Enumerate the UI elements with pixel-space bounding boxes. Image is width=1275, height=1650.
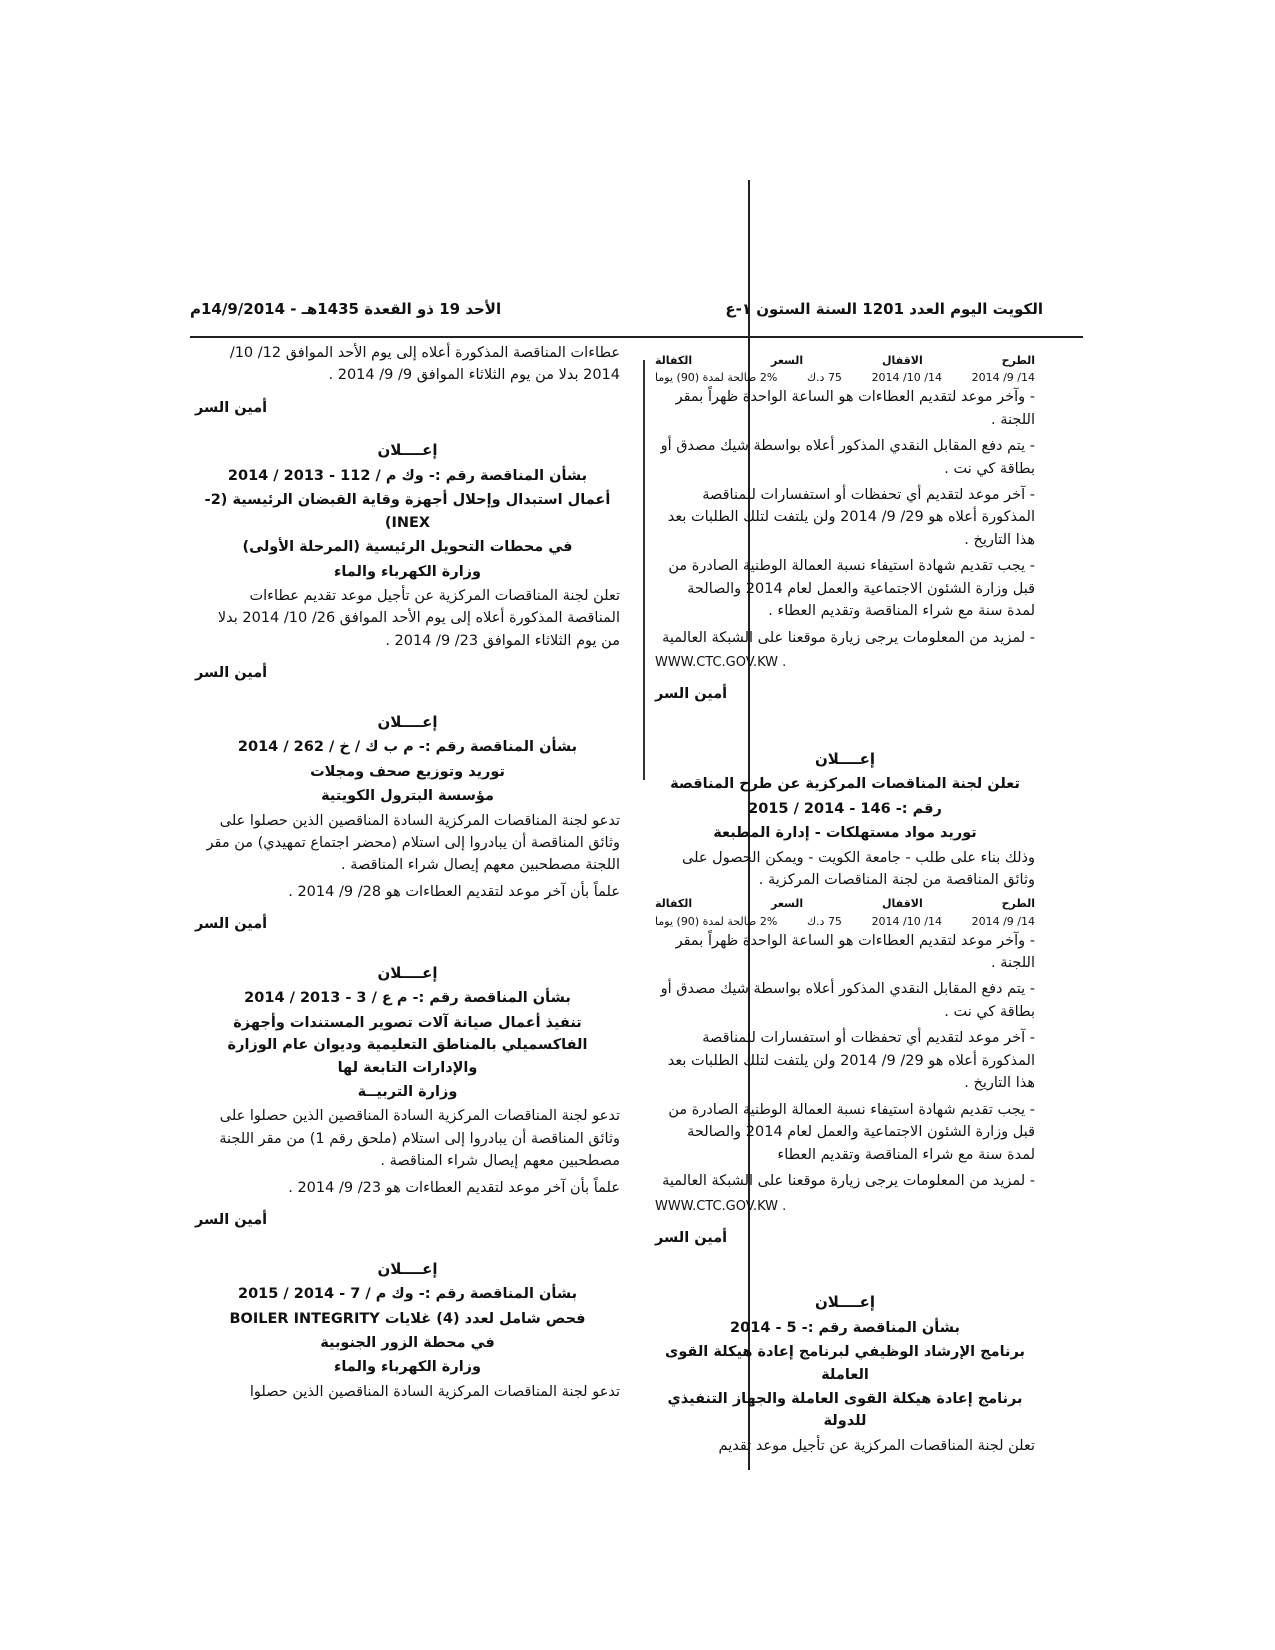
tender-number: بشأن المناقصة رقم :- 5 - 2014 [730,1319,960,1336]
notice-body: تعلن لجنة المناقصات المركزية عن تأجيل موعد تقديم عطاءات المناقصة المذكورة أعلاه إلى يوم الأحد الموافق 26/ 10/ 2014 بدلا من يوم الثلاثاء الموافق 23/ 9/ 2014 . [217,588,620,649]
notice-note: علماً بأن آخر موعد لتقديم العطاءات هو 23/ 9/ 2014 . [288,1179,620,1196]
terms-values: 14/ 9/ 2014 14/ 10/ 2014 75 د.ك 2% صالحة لمدة (90) يوما [655,371,1035,385]
tender-subject: فحص شامل لعدد (4) غلايات BOILER INTEGRITY [229,1310,586,1327]
notice-body: تدعو لجنة المناقصات المركزية السادة المناقصين الذين حصلوا على وثائق المناقصة أن يبادروا إلى استلام (ملحق رقم 1) من مقر اللجنة مصطحبين معهم إيصال شراء المناقصة . [219,1108,620,1170]
notice-line: - آخر موعد لتقديم أي تحفظات أو استفسارات للمناقصة المذكورة أعلاه هو 29/ 9/ 2014 ولن يلتفت لتلك الطلبات بعد هذا التاريخ . [667,486,1035,548]
tender-subject: في محطة الزور الجنوبية [320,1335,495,1351]
left-column [195,342,620,1407]
right-column [655,352,1035,1461]
left-notice-3 [195,962,620,1232]
notice-line: - وآخر موعد لتقديم العطاءات هو الساعة الواحدة ظهراً بمقر اللجنة . [675,932,1035,972]
signature: أمين السر [195,916,268,933]
signature: أمين السر [655,1229,728,1246]
notice-title: إعــــلان [377,1259,438,1278]
header-right: الكويت اليوم العدد 1201 السنة الستون ١-ع [725,300,1043,318]
ministry: وزارة التربيــة [357,1084,458,1100]
tender-subject: برنامج الإرشاد الوظيفي لبرنامج إعادة هيكلة القوى العاملة [665,1344,1025,1383]
notice-line: - وآخر موعد لتقديم العطاءات هو الساعة الواحدة ظهراً بمقر اللجنة . [675,389,1035,428]
notice-line: - يتم دفع المقابل النقدي المذكور أعلاه بواسطة شيك مصدق أو بطاقة كي نت . [660,438,1035,477]
notice-intro: تعلن لجنة المناقصات المركزية عن طرح المناقصة [670,776,1020,793]
right-notice-3 [655,1291,1035,1457]
ministry: مؤسسة البترول الكويتية [321,788,494,805]
left-notice-1 [195,439,620,684]
tender-number: رقم :- 146 - 2014 / 2015 [748,800,942,817]
website-url: WWW.CTC.GOV.KW . [655,655,787,671]
tender-number: بشأن المناقصة رقم :- م ع / 3 - 2013 / 2014 [244,990,571,1007]
notice-body: وذلك بناء على طلب - جامعة الكويت - ويمكن الحصول على وثائق المناقصة من لجنة المناقصات المركزية . [682,849,1035,888]
notice-body: تدعو لجنة المناقصات المركزية السادة المناقصين الذين حصلوا على وثائق المناقصة أن يبادروا إلى استلام (محضر اجتماع تمهيدي) من مقر اللجنة مصطحبين معهم إيصال شراء المناقصة . [206,812,620,874]
tender-subject: في محطات التحويل الرئيسية (المرحلة الأولى) [242,539,573,556]
tender-subject: توريد وتوزيع صحف ومجلات [310,763,505,780]
column-divider [643,360,645,780]
tender-number: بشأن المناقصة رقم :- وك م / 112 - 2013 / 2014 [227,467,588,484]
tender-number: بشأن المناقصة رقم :- وك م / 7 - 2014 / 2015 [237,1286,578,1303]
notice-line: - يجب تقديم شهادة استيفاء نسبة العمالة الوطنية الصادرة من قبل وزارة الشئون الاجتماعية والعمل لعام 2014 والصالحة لمدة سنة مع شراء المناقصة وتقديم العطاء [668,1101,1035,1163]
ministry: وزارة الكهرباء والماء [333,1359,482,1376]
left-notice-4 [195,1258,620,1404]
terms-values: 14/ 9/ 2014 14/ 10/ 2014 75 د.ك 2% صالحة لمدة (90) يوما [655,914,1035,928]
tender-subject: توريد مواد مستهلكات - إدارة المطبعة [713,825,977,842]
signature: أمين السر [655,686,728,703]
notice-title: إعــــلان [814,749,876,768]
terms-labels: الطرح الاقفال السعر الكفالة [655,354,1035,367]
header-left: الأحد 19 ذو القعدة 1435هـ - 14/9/2014م [190,300,502,318]
website-url: WWW.CTC.GOV.KW . [655,1198,787,1214]
notice-line: - لمزيد من المعلومات يرجى زيارة موقعنا على الشبكة العالمية [662,1173,1035,1190]
tender-subject: أعمال استبدال وإحلال أجهزة وقاية القبضان الرئيسية (2-INEX) [204,492,611,531]
notice-line: - يتم دفع المقابل النقدي المذكور أعلاه بواسطة شيك مصدق أو بطاقة كي نت . [660,981,1035,1020]
notice-line: - آخر موعد لتقديم أي تحفظات أو استفسارات للمناقصة المذكورة أعلاه هو 29/ 9/ 2014 ولن يلتفت لتلك الطلبات بعد هذا التاريخ . [667,1030,1035,1092]
signature: أمين السر [195,665,268,682]
signature: أمين السر [195,1212,268,1229]
tender-subject: برنامج إعادة هيكلة القوى العاملة والجهاز التنفيذي للدولة [667,1390,1023,1430]
notice-line: - يجب تقديم شهادة استيفاء نسبة العمالة الوطنية الصادرة من قبل وزارة الشئون الاجتماعية والعمل لعام 2014 والصالحة لمدة سنة مع شراء المناقصة وتقديم العطاء . [668,558,1035,620]
notice-title: إعــــلان [377,441,438,460]
signature: أمين السر [195,399,268,416]
notice-title: إعــــلان [377,963,438,982]
notice-body: تعلن لجنة المناقصات المركزية عن تأجيل موعد تقديم [718,1437,1035,1454]
notice-body: عطاءات المناقصة المذكورة أعلاه إلى يوم الأحد الموافق 12/ 10/ 2014 بدلا من يوم الثلاثاء الموافق 9/ 9/ 2014 . [229,345,620,384]
tender-subject: تنفيذ أعمال صيانة آلات تصوير المستندات وأجهزة الفاكسميلي بالمناطق التعليمية وديوان عام الوزارة والإدارات التابعة لها [227,1014,588,1076]
tender-number: بشأن المناقصة رقم :- م ب ك / خ / 262 / 2014 [237,739,578,756]
notice-title: إعــــلان [814,1293,876,1312]
notice-title: إعــــلان [377,712,438,731]
notice-note: علماً بأن آخر موعد لتقديم العطاءات هو 28/ 9/ 2014 . [288,883,620,900]
header-rule [190,336,1083,338]
right-notice-2 [655,748,1035,1249]
right-notice-1 [655,352,1035,706]
left-continuation [195,342,620,419]
left-notice-2 [195,711,620,936]
notice-line: - لمزيد من المعلومات يرجى زيارة موقعنا على الشبكة العالمية [662,629,1035,646]
notice-body: تدعو لجنة المناقصات المركزية السادة المناقصين الذين حصلوا [249,1383,620,1400]
ministry: وزارة الكهرباء والماء [333,563,482,580]
terms-labels: الطرح الاقفال السعر الكفالة [655,897,1035,911]
